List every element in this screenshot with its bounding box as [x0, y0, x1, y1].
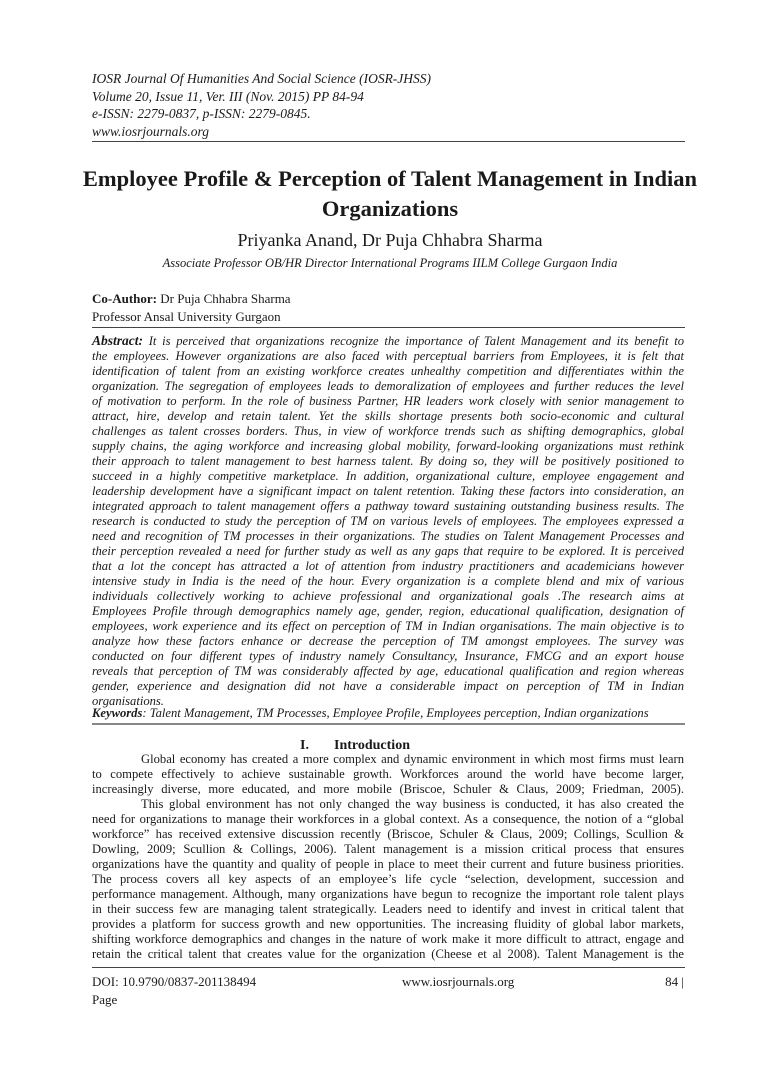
paper-title: [60, 164, 720, 224]
abstract-line-text: research is conducted to study the perception of TM on various levels of employees. The employees expressed a: [92, 514, 684, 528]
coauthor-position: Professor Ansal University Gurgaon: [92, 309, 281, 324]
body-line: retain the critical talent that creates value for the organization (Cheese et al 2008). Talent Management is the: [92, 947, 684, 961]
abstract-line: [92, 559, 684, 574]
abstract-line-text: their approach to talent management to best harness talent. By doing so, they will be positively positioned to: [92, 454, 684, 468]
body-line: Dowling, 2009; Scullion & Collings, 2006). Talent management is a mission critical process that ensures: [92, 842, 684, 856]
footer-doi: DOI: 10.9790/0837-201138494: [92, 974, 257, 989]
abstract-line: [92, 529, 684, 544]
keywords-text: : Talent Management, TM Processes, Employee Profile, Employees perception, Indian organizations: [142, 706, 649, 720]
abstract-line-text: integrated approach to talent management offers a pathway toward sustaining outstanding business results. The: [92, 499, 684, 513]
abstract-line-text: organization. The segregation of employees leads to demoralization of employees and further reduces the level: [92, 379, 684, 393]
body-line: organizations have the quantity and quality of people in place to meet their current and future business priorities.: [92, 857, 684, 871]
abstract-line: [92, 454, 684, 469]
body-line: workforce” has received extensive discussion recently (Briscoe, Schuler & Claus, 2009; Collings, Scullion &: [92, 827, 684, 841]
abstract-line-text: leadership development have a significant impact on talent retention. Taking these factors into consideration, an: [92, 484, 684, 498]
abstract-line-text: analyze how these factors enhance or decrease the perception of TM amongst employees. The survey was: [92, 634, 684, 648]
coauthor-name: Dr Puja Chhabra Sharma: [157, 291, 291, 306]
journal-volume: Volume 20, Issue 11, Ver. III (Nov. 2015) PP 84-94: [92, 88, 364, 104]
abstract-line-text: organisations.: [92, 694, 164, 708]
footer-page-label: Page: [92, 992, 118, 1007]
abstract-line: [92, 679, 684, 694]
abstract-top-divider: [92, 327, 685, 328]
abstract-line: [92, 409, 684, 424]
abstract-line: [92, 379, 684, 394]
body-line: to compete effectively to achieve sustainable growth. Workforces around the world have become larger,: [92, 767, 684, 781]
journal-header: [92, 70, 431, 140]
body-line: This global environment has not only changed the way business is conducted, it has also created the: [141, 797, 684, 811]
footer-divider: [92, 967, 685, 968]
footer-page-number: 84 |: [665, 974, 684, 989]
abstract-line: [92, 484, 684, 499]
abstract-line: [92, 634, 684, 649]
abstract-line: [92, 349, 684, 364]
abstract-line: [92, 333, 684, 349]
abstract-line: [92, 589, 684, 604]
abstract-line: [92, 649, 684, 664]
abstract-line-text: the employees. However organizations are also faced with perceptual barriers from Employees, it is felt that: [92, 349, 684, 363]
header-divider: [92, 141, 685, 142]
abstract-line: [92, 664, 684, 679]
body-line: The process covers all key aspects of an employee’s life cycle “selection, development, succession and: [92, 872, 684, 886]
abstract-line: [92, 424, 684, 439]
keywords-label: Keywords: [92, 706, 143, 720]
journal-issn: e-ISSN: 2279-0837, p-ISSN: 2279-0845.: [92, 106, 311, 122]
abstract-line-text: their perception revealed a need for further study as well as any gaps that require to be explored. It is perceived: [92, 544, 684, 558]
coauthor-block: [92, 290, 291, 326]
abstract-line: [92, 604, 684, 619]
abstract-line-text: that a lot the concept has attracted a lot of attention from industry practitioners and academicians however: [92, 559, 684, 573]
abstract-label: Abstract:: [92, 333, 144, 348]
body-line: increasingly diverse, more educated, and more mobile (Briscoe, Schuler & Claus, 2009; Friedman, 2005).: [92, 782, 684, 796]
footer-url: www.iosrjournals.org: [402, 974, 515, 989]
abstract-line-text: succeed in a highly competitive marketplace. In addition, organizational culture, employee engagement and: [92, 469, 684, 483]
body-line: Global economy has created a more complex and dynamic environment in which most firms must learn: [141, 752, 684, 766]
abstract-line: [92, 364, 684, 379]
abstract-line-text: supply chains, the aging workforce and increasing global mobility, forward-looking organizations must rethink: [92, 439, 684, 453]
abstract-line: [92, 469, 684, 484]
section-title: Introduction: [334, 738, 410, 753]
abstract-line-text: Employees Profile through demographics namely age, gender, region, educational qualification, designation of: [92, 604, 684, 618]
title-line: Organizations: [321, 196, 459, 221]
abstract-line-text: conducted on four different types of industry namely Consultancy, Insurance, FMCG and an export house: [92, 649, 684, 663]
abstract-line-text: It is perceived that organizations recognize the importance of Talent Management and its benefit to: [148, 334, 685, 348]
abstract-line-text: of motivation to perform. In the role of business Partner, HR leaders work closely with senior management to: [92, 394, 684, 408]
abstract-line: [92, 394, 684, 409]
abstract-line: [92, 619, 684, 634]
abstract-line-text: gender, experience and designation did not have a considerable impact on perception of TM in Indian: [92, 679, 684, 693]
affiliation: Associate Professor OB/HR Director International Programs IILM College Gurgaon India: [162, 256, 618, 270]
abstract-line-text: challenges as talent crosses borders. Thus, in view of workforce trends such as shifting demographics, global: [92, 424, 684, 438]
authors: Priyanka Anand, Dr Puja Chhabra Sharma: [237, 230, 543, 250]
journal-name: IOSR Journal Of Humanities And Social Science (IOSR-JHSS): [92, 71, 432, 86]
abstract-line: [92, 499, 684, 514]
abstract-line-text: reveals that perception of TM was considerably affected by age, educational qualification and region whereas: [92, 664, 684, 678]
page-footer: [92, 973, 684, 1009]
abstract-line: [92, 574, 684, 589]
abstract-bottom-divider: [92, 723, 685, 725]
title-line: Employee Profile & Perception of Talent Management in Indian: [82, 166, 698, 191]
abstract-line-text: individuals collectively working to achieve professional and organizational goals .The research aims at: [92, 589, 684, 603]
abstract-line-text: attract, hire, develop and retain talent. Yet the skills shortage presents both socio-economic and cultural: [92, 409, 684, 423]
abstract: [92, 333, 684, 709]
body-line: in their success few are managing talent strategically. Leaders need to identify and invest in critical talent that: [92, 902, 684, 916]
abstract-line-text: identification of talent from an existing workforce creates unhealthy competition and differentiates within the: [92, 364, 684, 378]
abstract-line: [92, 544, 684, 559]
journal-website: www.iosrjournals.org: [92, 123, 210, 139]
abstract-line: [92, 514, 684, 529]
body-line: shifting workforce demographics and changes in the nature of work make it more difficult to attract, engage and: [92, 932, 684, 946]
body-line: performance management. Although, many organizations have begun to recognize the important role talent plays: [92, 887, 684, 901]
abstract-line-text: intensive study in India is the need of the hour. Every organization is a complete blend and mix of various: [92, 574, 684, 588]
section-number: I.: [300, 738, 309, 753]
abstract-line-text: employees, work experience and its effect on perception of TM in Indian organisations. The main objective is to: [92, 619, 684, 633]
abstract-line: [92, 439, 684, 454]
body-line: need for organizations to manage their workforces in a global context. As a consequence, the notion of a “global: [92, 812, 684, 826]
introduction-body: [92, 752, 684, 962]
coauthor-label: Co-Author:: [92, 291, 157, 306]
body-line: provides a platform for success growth and new opportunities. The increasing fluidity of global labor markets,: [92, 917, 684, 931]
keywords: [92, 706, 649, 721]
abstract-line-text: need and recognition of TM processes in their organizations. The studies on Talent Management Processes and: [92, 529, 684, 543]
